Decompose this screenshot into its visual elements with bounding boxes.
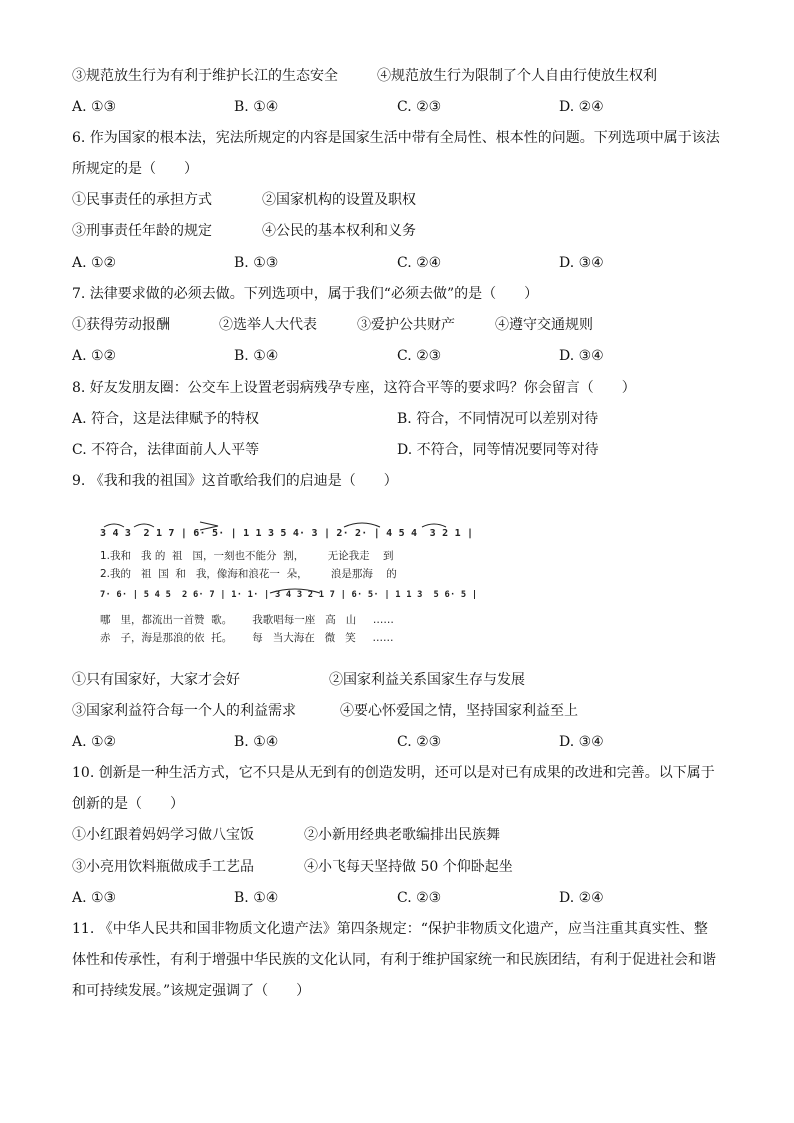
score-notes-row-1: 3 4 3 2 1 7 | 6· 5· | 1 1 3 5 4· 3 | 2· 2· | 4 5 4 3 2 1 | [100, 528, 474, 539]
q10-stem-line-1: 10. 创新是一种生活方式，它不只是从无到有的创造发明，还可以是对已有成果的改进和完善。以下属于 [72, 765, 715, 781]
q9-option-a: A. ①② [72, 734, 117, 750]
q8-option-a: A. 符合，这是法律赋予的特权 [72, 411, 260, 427]
slur-mark [104, 524, 124, 527]
q9-statements-1-2 [72, 669, 732, 691]
q5-statement-3: ③规范放生行为有利于维护长江的生态安全 [72, 68, 338, 84]
slur-mark [344, 523, 380, 527]
q9-stem: 9. 《我和我的祖国》这首歌给我们的启迪是（ ） [72, 473, 398, 489]
q5-options [72, 96, 732, 118]
q10-option-b: B. ①④ [234, 890, 279, 906]
q11-stem-line-1: 11. 《中华人民共和国非物质文化遗产法》第四条规定：“保护非物质文化遗产，应当注重其真实性、整 [72, 921, 708, 937]
q6-stem-line-1: 6. 作为国家的根本法，宪法所规定的内容是国家生活中带有全局性、根本性的问题。下列选项中属于该法 [72, 130, 720, 146]
q10-stem-line-2: 创新的是（ ） [72, 796, 184, 812]
q7-statement-3: ③爱护公共财产 [357, 317, 455, 333]
q6-option-d: D. ③④ [559, 255, 604, 271]
q10-statement-4: ④小飞每天坚持做 50 个仰卧起坐 [304, 859, 513, 875]
q6-statement-1: ①民事责任的承担方式 [72, 192, 212, 208]
q6-option-c: C. ②④ [397, 255, 442, 271]
q6-stem-line-2: 所规定的是（ ） [72, 161, 198, 177]
q10-statements-3-4 [72, 856, 732, 878]
q7-statement-4: ④遵守交通规则 [495, 317, 593, 333]
q7-option-a: A. ①② [72, 348, 117, 364]
score-lyrics-row-2: 2.我的 祖 国 和 我，像海和浪花一 朵， 浪是那海 的 [100, 568, 397, 580]
q7-statement-1: ①获得劳动报酬 [72, 317, 170, 333]
score-lyrics-row-3: 哪 里，都流出一首赞 歌。 我歌唱每一座 高 山 …… [100, 614, 394, 626]
q10-option-c: C. ②③ [397, 890, 442, 906]
q8-option-c: C. 不符合，法律面前人人平等 [72, 442, 260, 458]
q8-option-d: D. 不符合，同等情况要同等对待 [397, 442, 599, 458]
q5-option-b: B. ①④ [234, 99, 279, 115]
q5-statements-3-4 [72, 65, 732, 87]
q10-statement-1: ①小红跟着妈妈学习做八宝饭 [72, 827, 254, 843]
q10-statement-3: ③小亮用饮料瓶做成手工艺品 [72, 859, 254, 875]
q7-statements [72, 314, 732, 336]
q7-option-b: B. ①④ [234, 348, 279, 364]
q7-option-d: D. ③④ [559, 348, 604, 364]
q6-statement-3: ③刑事责任年龄的规定 [72, 223, 212, 239]
q7-statement-2: ②选举人大代表 [219, 317, 317, 333]
q5-option-c: C. ②③ [397, 99, 442, 115]
q9-statement-4: ④要心怀爱国之情，坚持国家利益至上 [340, 703, 578, 719]
q5-statement-4: ④规范放生行为限制了个人自由行使放生权利 [377, 68, 657, 84]
q9-statement-1: ①只有国家好，大家才会好 [72, 672, 240, 688]
q10-option-a: A. ①③ [72, 890, 117, 906]
q9-options [72, 731, 732, 753]
q11-stem-line-3: 和可持续发展。”该规定强调了（ ） [72, 983, 311, 999]
q8-options-c-d [72, 439, 732, 461]
q6-statement-2: ②国家机构的设置及职权 [262, 192, 416, 208]
q6-option-a: A. ①② [72, 255, 117, 271]
q9-option-b: B. ①④ [234, 734, 279, 750]
q7-option-c: C. ②③ [397, 348, 442, 364]
slur-mark [422, 524, 446, 527]
q6-options [72, 252, 732, 274]
q6-statements-1-2 [72, 189, 732, 211]
q5-option-a: A. ①③ [72, 99, 117, 115]
q9-option-d: D. ③④ [559, 734, 604, 750]
q9-statement-3: ③国家利益符合每一个人的利益需求 [72, 703, 296, 719]
slur-mark [134, 524, 154, 527]
q7-stem: 7. 法律要求做的必须去做。下列选项中，属于我们“必须去做”的是（ ） [72, 286, 539, 302]
q6-option-b: B. ①③ [234, 255, 279, 271]
q8-options-a-b [72, 408, 732, 430]
q5-option-d: D. ②④ [559, 99, 604, 115]
q9-statements-3-4 [72, 700, 732, 722]
q8-option-b: B. 符合，不同情况可以差别对待 [397, 411, 599, 427]
q10-statements-1-2 [72, 824, 732, 846]
q6-statement-4: ④公民的基本权利和义务 [262, 223, 416, 239]
q6-statements-3-4 [72, 220, 732, 242]
q10-options [72, 887, 732, 909]
q7-options [72, 345, 732, 367]
score-notes-row-2: 7· 6· | 5 4 5 2 6· 7 | 1· 1· | 3 4 3 2 1 7 | 6· 5· | 1 1 3 5 6· 5 | [100, 590, 478, 600]
q10-option-d: D. ②④ [559, 890, 604, 906]
score-lyrics-row-1: 1.我和 我 的 祖 国，一刻也不能分 割， 无论我走 到 [100, 550, 394, 562]
music-score [100, 518, 480, 648]
q10-statement-2: ②小新用经典老歌编排出民族舞 [304, 827, 500, 843]
q11-stem-line-2: 体性和传承性，有利于增强中华民族的文化认同，有利于维护国家统一和民族团结，有利于促进社会和谐 [72, 952, 716, 968]
q9-statement-2: ②国家利益关系国家生存与发展 [329, 672, 525, 688]
score-lyrics-row-4: 赤 子，海是那浪的依 托。 每 当大海在 微 笑 …… [100, 632, 394, 644]
q8-stem: 8. 好友发朋友圈：公交车上设置老弱病残孕专座，这符合平等的要求吗？你会留言（ ） [72, 380, 636, 396]
q9-option-c: C. ②③ [397, 734, 442, 750]
